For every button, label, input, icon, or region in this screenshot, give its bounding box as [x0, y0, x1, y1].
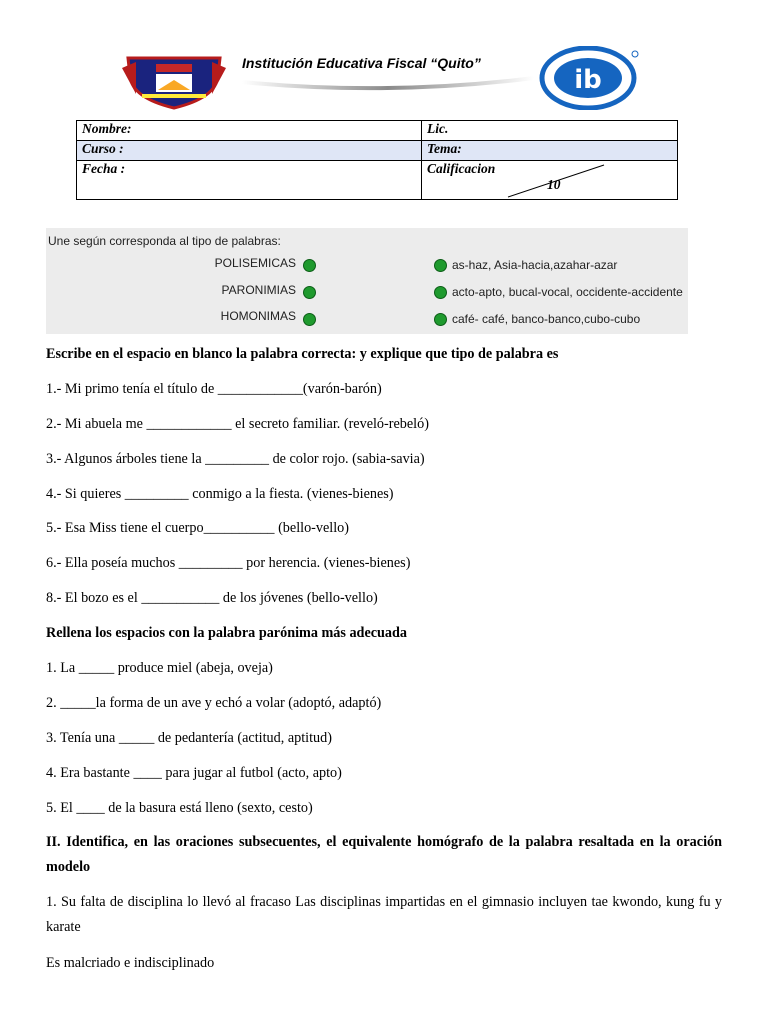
term-homonimas: HOMONIMAS [220, 309, 296, 323]
definition-2: acto-apto, bucal-vocal, occidente-accidente [452, 285, 683, 299]
nombre-label: Nombre: [82, 121, 132, 136]
exercise-item: 1. Su falta de disciplina lo llevó al fracaso Las disciplinas impartidas en el gimnasio incluyen tae kwondo, kung fu y karate [46, 894, 722, 935]
student-info-table [76, 120, 678, 200]
nombre-field[interactable] [77, 121, 422, 141]
school-crest-logo [122, 54, 226, 110]
exercise-item: 4. Era bastante ____ para jugar al futbol (acto, apto) [46, 765, 342, 781]
curso-field[interactable] [77, 141, 422, 161]
exercise-item: 5.- Esa Miss tiene el cuerpo__________ (bello-vello) [46, 520, 349, 536]
title-underline-decoration [238, 76, 538, 96]
fecha-label: Fecha : [82, 161, 126, 176]
exercise-item: 2.- Mi abuela me ____________ el secreto familiar. (reveló-rebeló) [46, 416, 429, 432]
definition-1: as-haz, Asia-hacia,azahar-azar [452, 258, 618, 272]
section3-instruction: II. Identifica, en las oraciones subsecuentes, el equivalente homógrafo de la palabra resaltada en la oración modelo [46, 834, 722, 875]
svg-text:ib: ib [574, 65, 602, 95]
exercise-item: 3.- Algunos árboles tiene la _________ de color rojo. (sabia-savia) [46, 451, 425, 467]
section1-instruction: Escribe en el espacio en blanco la palabra correcta: y explique que tipo de palabra es [46, 346, 559, 362]
ib-world-school-logo [538, 46, 640, 110]
definition-3: café- café, banco-banco,cubo-cubo [452, 312, 641, 326]
definition-connector-dot-icon[interactable] [434, 259, 447, 272]
lic-field[interactable] [422, 121, 678, 141]
calificacion-label: Calificacion [427, 161, 496, 176]
lic-label: Lic. [427, 121, 449, 136]
exercise-item: 3. Tenía una _____ de pedantería (actitud, aptitud) [46, 730, 332, 746]
exercise-item: 1. La _____ produce miel (abeja, oveja) [46, 660, 273, 676]
tema-label: Tema: [427, 141, 462, 156]
term-connector-dot-icon[interactable] [303, 313, 316, 326]
term-paronimias: PARONIMIAS [221, 283, 296, 297]
term-connector-dot-icon[interactable] [303, 286, 316, 299]
term-polisemicas: POLISEMICAS [214, 256, 296, 270]
fecha-field[interactable] [77, 161, 422, 200]
calificacion-field[interactable] [422, 161, 678, 200]
definition-connector-dot-icon[interactable] [434, 313, 447, 326]
tema-field[interactable] [422, 141, 678, 161]
term-connector-dot-icon[interactable] [303, 259, 316, 272]
exercise-item: 5. El ____ de la basura está lleno (sexto, cesto) [46, 800, 313, 816]
exercise-item: 6.- Ella poseía muchos _________ por herencia. (vienes-bienes) [46, 555, 411, 571]
institution-title: Institución Educativa Fiscal “Quito” [242, 55, 481, 71]
exercise-item: 4.- Si quieres _________ conmigo a la fiesta. (vienes-bienes) [46, 486, 394, 502]
matching-instruction: Une según corresponda al tipo de palabras: [48, 234, 281, 248]
exercise-item: 2. _____la forma de un ave y echó a volar (adoptó, adaptó) [46, 695, 382, 711]
exercise-item: Es malcriado e indisciplinado [46, 955, 215, 971]
exercise-item: 1.- Mi primo tenía el título de ____________(varón-barón) [46, 381, 382, 397]
exercise-item: 8.- El bozo es el ___________ de los jóvenes (bello-vello) [46, 590, 378, 606]
curso-label: Curso : [82, 141, 124, 156]
definition-connector-dot-icon[interactable] [434, 286, 447, 299]
section2-instruction: Rellena los espacios con la palabra parónima más adecuada [46, 625, 408, 641]
grade-value: 10 [547, 177, 561, 192]
matching-exercise [46, 228, 688, 334]
